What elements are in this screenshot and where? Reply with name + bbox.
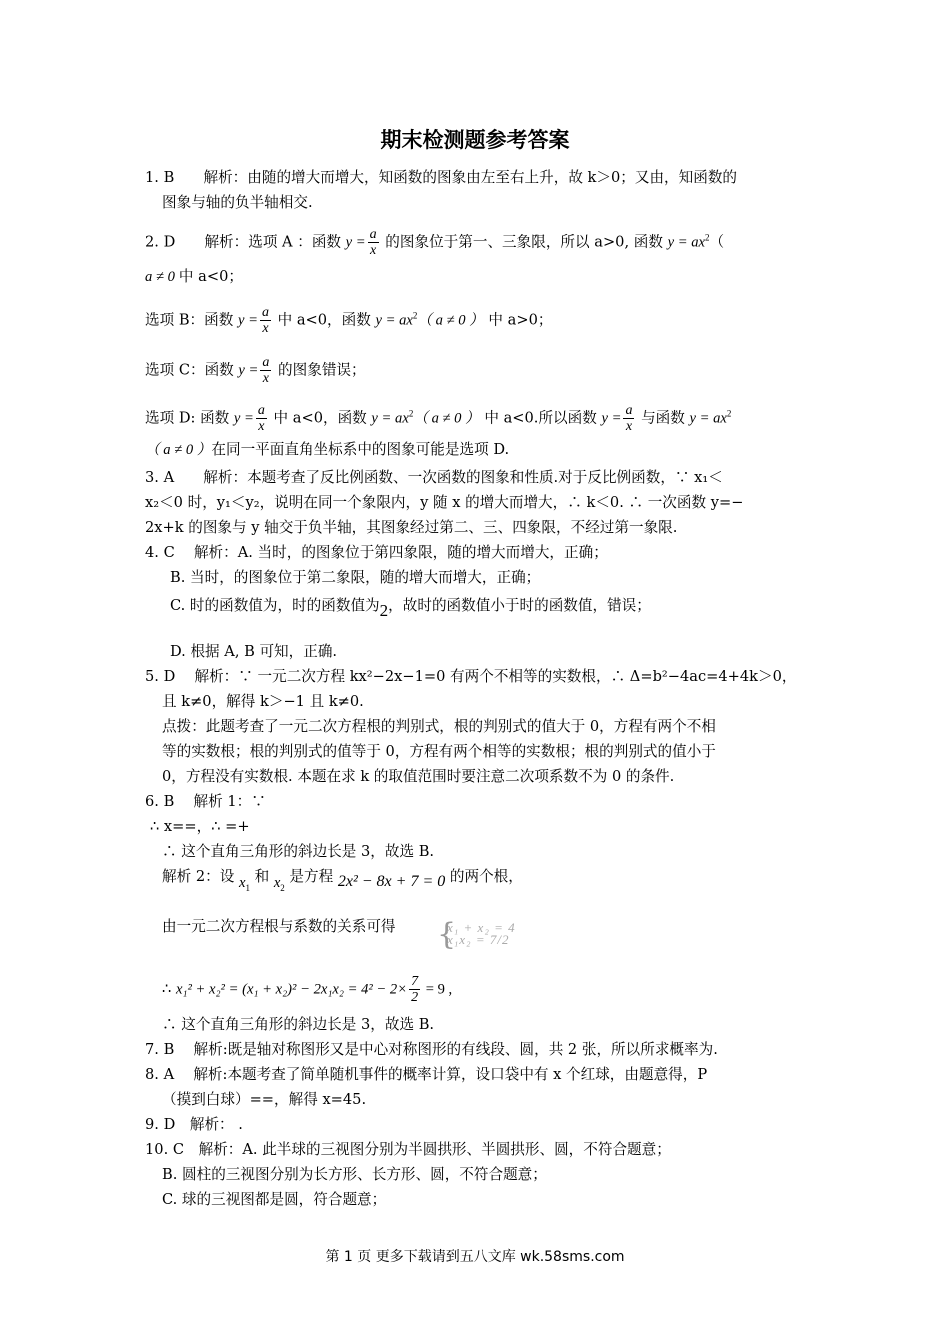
answer-2-option-d <box>145 403 731 434</box>
math-y: y = <box>237 312 258 329</box>
answer-5-tip-line-2: 等的实数根；根的判别式的值等于 0，方程有两个相等的实数根；根的判别式的值小于 <box>162 743 716 760</box>
answer-6-square-sum <box>162 974 452 1005</box>
math-y-ax2: y = ax <box>667 234 705 251</box>
answer-4-line-1: 4. C 解析：A. 当时，的图象位于第四象限，随的增大而增大，正确； <box>145 544 608 561</box>
answer-6-vieta-line: 由一元二次方程根与系数的关系可得 <box>162 918 396 935</box>
text-segment: 和 <box>249 868 274 885</box>
answer-7: 7. B 解析:既是轴对称图形又是中心对称图形的有线段、圆，共 2 张，所以所求概率为. <box>145 1041 718 1058</box>
paren: （ <box>709 233 725 251</box>
page-footer: 第 1 页 更多下载请到五八文库 wk.58sms.com <box>325 1249 625 1265</box>
answer-5-line-2: 且 k≠0，解得 k＞−1 且 k≠0. <box>162 693 364 710</box>
text-segment: 是方程 <box>284 868 338 885</box>
fraction-numerator: a <box>369 227 377 242</box>
math-a-ne-0: （ a ≠ 0 ） <box>417 312 484 329</box>
answer-6-method-2 <box>162 867 523 892</box>
text-segment: 中 a<0，函数 <box>268 409 372 427</box>
text-segment: 的两个根， <box>445 868 523 885</box>
exponent: 2 <box>408 408 414 419</box>
math-y-ax2: y = ax <box>689 410 727 427</box>
answer-2-line-2 <box>145 267 243 287</box>
fraction-numerator: a <box>257 403 265 418</box>
answer-10-line-1: 10. C 解析：A. 此半球的三视图分别为半圆拱形、半圆拱形、圆，不符合题意； <box>145 1141 671 1158</box>
answer-3-line-1: 3. A 解析：本题考查了反比例函数、一次函数的图象和性质.对于反比例函数，∵ x₁＜ <box>145 469 723 486</box>
text-segment: ∴ <box>162 980 176 998</box>
page-title: 期末检测题参考答案 <box>380 128 570 152</box>
answer-9: 9. D 解析： . <box>145 1116 243 1133</box>
text-segment: 在同一平面直角坐标系中的图象可能是选项 D. <box>211 441 510 458</box>
math-y: y = <box>601 410 622 427</box>
fraction-numerator: 7 <box>411 974 419 989</box>
text-segment: 选项 D: 函数 <box>145 409 234 427</box>
math-a-ne-0: （ a ≠ 0 ） <box>413 410 480 427</box>
answer-5-line-1: 5. D 解析：∵ 一元二次方程 kx²−2x−1=0 有两个不相等的实数根，∴ Δ=b²−4ac=4+4k＞0， <box>145 668 797 685</box>
text-segment: 中 a>0； <box>483 311 553 329</box>
text-segment: 选项 B：函数 <box>145 311 238 329</box>
vieta-product: x₁x₂ = 7/2 <box>447 932 510 947</box>
answer-4-line-2: B. 当时，的图象位于第二象限，随的增大而增大，正确； <box>170 569 541 586</box>
fraction-numerator: a <box>625 403 633 418</box>
exponent: 2 <box>412 310 418 321</box>
answer-8-line-2: （摸到白球）==，解得 x=45. <box>162 1091 367 1108</box>
subscript: 2 <box>280 882 285 893</box>
math-y: y = <box>238 362 259 379</box>
answer-4-line-4: D. 根据 A, B 可知，正确. <box>170 643 338 660</box>
fraction-a-over-x <box>368 227 379 258</box>
exponent: 2 <box>704 232 710 243</box>
fraction-denominator: x <box>625 419 633 434</box>
fraction-denominator: x <box>262 371 270 386</box>
fraction-a-over-x <box>623 403 634 434</box>
text-segment: 2. D 解析：选项 A ：函数 <box>145 233 346 251</box>
fraction-7-over-2 <box>409 974 420 1005</box>
answer-2-option-c <box>145 355 366 386</box>
answer-5-tip-line-3: 0，方程没有实数根. 本题在求 k 的取值范围时要注意二次项系数不为 0 的条件. <box>162 768 675 785</box>
text-segment: 中 a<0，函数 <box>272 311 376 329</box>
answer-1-line-2: 图象与轴的负半轴相交. <box>162 194 313 211</box>
vieta-sum: x₁ + x₂ = 4 <box>447 920 516 935</box>
answer-6-line-1: 6. B 解析 1：∵ <box>145 793 266 810</box>
math-y-ax2: y = ax <box>371 410 409 427</box>
math-expression: x₁² + x₂² = (x₁ + x₂)² − 2x₁x₂ = 4² − 2× <box>175 981 408 998</box>
fraction-numerator: a <box>261 305 269 320</box>
fraction-a-over-x <box>260 355 271 386</box>
answer-8-line-1: 8. A 解析:本题考查了简单随机事件的概率计算，设口袋中有 x 个红球，由题意得，P <box>145 1066 708 1083</box>
math-two: 2 <box>379 601 389 620</box>
math-x2: x <box>273 875 281 891</box>
math-y: y = <box>233 410 254 427</box>
answer-10-line-3: C. 球的三视图都是圆，符合题意； <box>162 1191 387 1208</box>
answer-6-line-last: ∴ 这个直角三角形的斜边长是 3，故选 B. <box>162 1016 435 1033</box>
text-segment: 与函数 <box>636 409 690 427</box>
exponent: 2 <box>726 408 732 419</box>
fraction-a-over-x <box>260 305 271 336</box>
math-a-ne-0: （ a ≠ 0 ） <box>145 442 212 458</box>
answer-1-line-1: 1. B 解析：由随的增大而增大，知函数的图象由左至右上升，故 k＞0；又由，知函数的 <box>145 169 738 186</box>
text-segment: 解析 2：设 <box>162 868 239 885</box>
fraction-denominator: x <box>370 243 377 258</box>
math-y-ax2: y = ax <box>375 312 413 329</box>
math-expression: = 9 , <box>422 981 453 998</box>
fraction-denominator: x <box>258 419 265 434</box>
subscript: 1 <box>245 882 250 893</box>
fraction-numerator: a <box>262 355 270 370</box>
text-segment: 的图象位于第一、三象限，所以 a>0, 函数 <box>380 233 668 251</box>
answer-3-line-3: 2x+k 的图象与 y 轴交于负半轴，其图象经过第二、三、四象限，不经过第一象限. <box>145 519 678 536</box>
text-segment: 中 a<0.所以函数 <box>479 409 602 427</box>
fraction-a-over-x <box>256 403 267 434</box>
fraction-denominator: 2 <box>411 990 419 1005</box>
math-x1: x <box>238 875 246 891</box>
text-segment: 中 a<0； <box>178 268 243 285</box>
text-segment: ，故时的函数值小于时的函数值，错误； <box>388 597 651 614</box>
text-segment: 的图象错误； <box>273 361 366 379</box>
answer-4-line-3 <box>170 595 651 620</box>
math-y: y = <box>345 234 366 251</box>
math-quadratic-equation: 2x² − 8x + 7 = 0 <box>337 873 446 890</box>
answer-10-line-2: B. 圆柱的三视图分别为长方形、长方形、圆，不符合题意； <box>162 1166 547 1183</box>
answer-3-line-2: x₂＜0 时，y₁＜y₂，说明在同一个象限内，y 随 x 的增大而增大，∴ k＜0. ∴ 一次函数 y=− <box>145 494 744 511</box>
brace-icon: { <box>437 917 457 952</box>
answer-6-line-2: ∴ x==，∴ =+ <box>150 818 250 835</box>
answer-2-line-1 <box>145 227 724 258</box>
fraction-denominator: x <box>262 321 269 336</box>
text-segment: 选项 C：函数 <box>145 361 239 379</box>
answer-6-line-3: ∴ 这个直角三角形的斜边长是 3，故选 B. <box>162 843 435 860</box>
text-segment: C. 时的函数值为，时的函数值为 <box>170 597 380 614</box>
math-a-ne-0: a ≠ 0 <box>145 269 175 285</box>
answer-2-line-last <box>145 440 509 460</box>
answer-5-tip-line-1: 点拨：此题考查了一元二次方程根的判别式，根的判别式的值大于 0，方程有两个不相 <box>162 718 716 735</box>
answer-2-option-b <box>145 305 552 336</box>
